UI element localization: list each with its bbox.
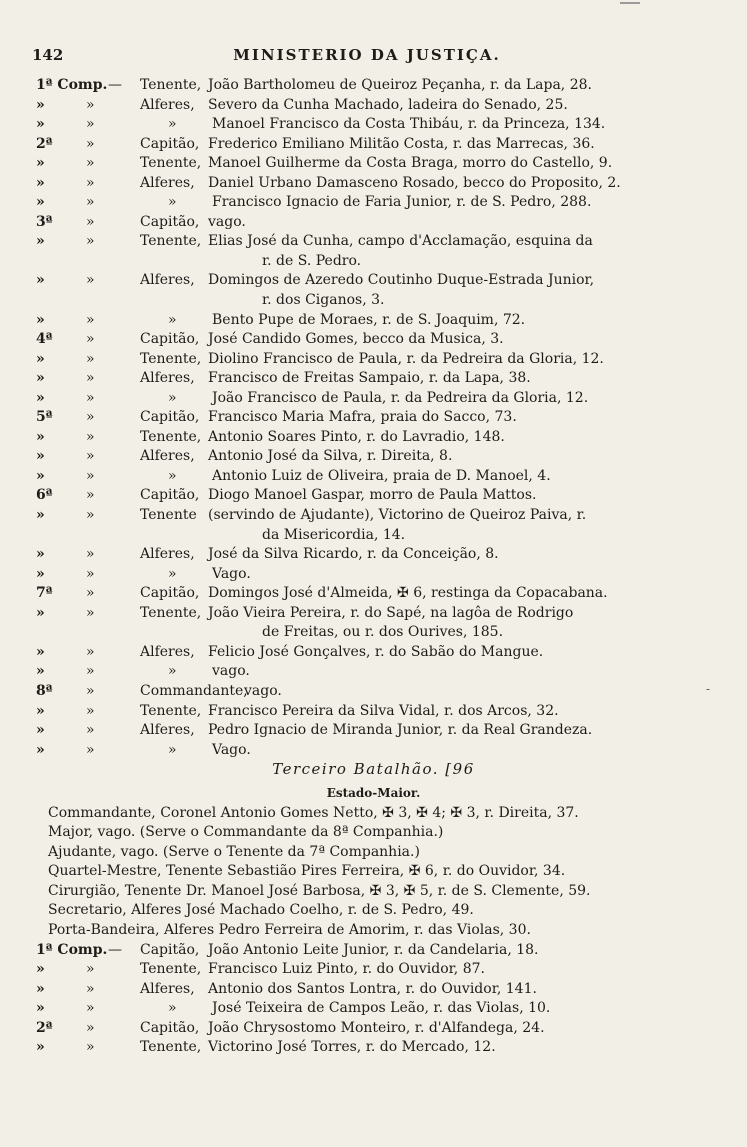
ditto-mark: » <box>86 565 95 582</box>
staff-row <box>0 804 747 824</box>
staff-entry: Major, vago. (Serve o Commandante da 8ª Companhia.) <box>48 824 444 841</box>
entry-text: Antonio José da Silva, r. Direita, 8. <box>208 448 453 465</box>
company-label: 1ª Comp. <box>36 941 108 958</box>
ditto-mark: » <box>86 961 95 978</box>
entry-text: Manoel Francisco da Costa Thibáu, r. da Princeza, 134. <box>212 116 606 133</box>
company-label: 3ª <box>36 213 53 230</box>
continuation-text: r. de S. Pedro. <box>262 252 362 269</box>
roster-row <box>0 96 747 116</box>
staff-row <box>0 882 747 902</box>
ditto-mark: » <box>86 194 95 211</box>
entry-text: (servindo de Ajudante), Victorino de Queiroz Paiva, r. <box>208 507 587 524</box>
rank-label: Capitão, <box>140 941 200 958</box>
entry-text: João Antonio Leite Junior, r. da Candelaria, 18. <box>208 941 539 958</box>
stray-mark: - <box>706 682 711 696</box>
rank-label: Capitão, <box>140 331 200 348</box>
ditto-mark: » <box>86 272 95 289</box>
company-label: 2ª <box>36 1019 53 1036</box>
rank-label: Tenente, <box>140 77 202 93</box>
entry-text: vago. <box>212 663 250 680</box>
rank-label: Alferes, <box>140 448 195 465</box>
ditto-mark: » <box>86 1019 95 1036</box>
company-label: » <box>36 233 45 250</box>
company-label: » <box>36 565 45 582</box>
entry-text: Severo da Cunha Machado, ladeira do Senado, 25. <box>208 96 568 113</box>
staff-entry: Cirurgião, Tenente Dr. Manoel José Barbosa, ✠ 3, ✠ 5, r. de S. Clemente, 59. <box>48 882 591 899</box>
section-subtitle: Estado-Maior. <box>326 786 421 801</box>
roster-row <box>0 447 747 467</box>
entry-text: José da Silva Ricardo, r. da Conceição, 8. <box>208 546 499 563</box>
rank-label: Tenente, <box>140 155 202 172</box>
ditto-mark: » <box>86 135 95 152</box>
staff-row <box>0 862 747 882</box>
roster-row <box>0 545 747 565</box>
page-number: 142 <box>32 46 64 64</box>
company-label: 4ª <box>36 331 53 348</box>
company-label: » <box>36 467 45 484</box>
rank-label: Tenente, <box>140 428 202 445</box>
ditto-mark: » <box>86 585 95 602</box>
section-title: Terceiro Batalhão. [96 <box>272 760 475 779</box>
entry-text: Francisco de Freitas Sampaio, r. da Lapa, 38. <box>208 370 531 387</box>
roster-row <box>0 174 747 194</box>
entry-text: Domingos de Azeredo Coutinho Duque-Estrada Junior, <box>208 272 595 289</box>
rank-label: » <box>168 311 177 328</box>
roster-row <box>0 682 747 702</box>
roster-row <box>0 389 747 409</box>
staff-entry: Commandante, Coronel Antonio Gomes Netto, ✠ 3, ✠ 4; ✠ 3, r. Direita, 37. <box>48 804 579 821</box>
staff-row <box>0 823 747 843</box>
ditto-mark: » <box>86 643 95 660</box>
continuation-text: r. dos Ciganos, 3. <box>262 292 385 309</box>
company-label: » <box>36 194 45 211</box>
company-label: » <box>36 96 45 113</box>
roster-row <box>0 408 747 428</box>
company-label: » <box>36 155 45 172</box>
company-label: » <box>36 741 45 758</box>
entry-text: José Candido Gomes, becco da Musica, 3. <box>208 331 504 348</box>
entry-text: vago. <box>244 682 282 699</box>
entry-text: Francisco Pereira da Silva Vidal, r. dos Arcos, 32. <box>208 702 559 719</box>
roster-row <box>0 662 747 682</box>
company-label: 7ª <box>36 585 53 602</box>
continuation-text: da Misericordia, 14. <box>262 526 406 543</box>
rank-label: Alferes, <box>140 980 195 997</box>
company-label: » <box>36 663 45 680</box>
ditto-mark: » <box>86 702 95 719</box>
entry-text: Frederico Emiliano Militão Costa, r. das Marrecas, 36. <box>208 135 595 152</box>
ditto-mark: » <box>86 741 95 758</box>
company-label: » <box>36 961 45 978</box>
section-heading <box>0 760 747 784</box>
roster-row <box>0 369 747 389</box>
roster-row <box>0 741 747 761</box>
company-label: » <box>36 722 45 739</box>
roster-row <box>0 1038 747 1058</box>
rank-label: Tenente, <box>140 604 202 621</box>
rank-label: » <box>168 663 177 680</box>
roster-row <box>0 115 747 135</box>
staff-entry: Secretario, Alferes José Machado Coelho, r. de S. Pedro, 49. <box>48 902 474 919</box>
entry-text: Pedro Ignacio de Miranda Junior, r. da Real Grandeza. <box>208 722 593 739</box>
ditto-mark: » <box>86 174 95 191</box>
text-body <box>0 76 747 1058</box>
rank-label: Commandante, <box>140 682 248 699</box>
ditto-mark: » <box>86 331 95 348</box>
company-label: » <box>36 980 45 997</box>
company-label: » <box>36 116 45 133</box>
ditto-mark: » <box>86 1000 95 1017</box>
ditto-mark: » <box>86 116 95 133</box>
roster-row <box>0 941 747 961</box>
ditto-mark: » <box>86 663 95 680</box>
rank-label: » <box>168 116 177 133</box>
rank-label: Tenente, <box>140 702 202 719</box>
roster-row <box>0 76 747 96</box>
ditto-mark: » <box>86 370 95 387</box>
roster-row <box>0 428 747 448</box>
running-header <box>32 44 702 66</box>
staff-entry: Ajudante, vago. (Serve o Tenente da 7ª Companhia.) <box>48 843 420 860</box>
entry-text: Antonio Luiz de Oliveira, praia de D. Manoel, 4. <box>212 467 551 484</box>
ditto-mark: » <box>86 1039 95 1056</box>
staff-entry: Porta-Bandeira, Alferes Pedro Ferreira de Amorim, r. das Violas, 30. <box>48 921 531 938</box>
rank-label: Capitão, <box>140 585 200 602</box>
roster-row <box>0 526 747 546</box>
company-label: 6ª <box>36 487 53 504</box>
rank-label: Tenente, <box>140 961 202 978</box>
roster-row <box>0 486 747 506</box>
page-edge-mark <box>620 2 640 4</box>
entry-text: João Francisco de Paula, r. da Pedreira da Gloria, 12. <box>212 389 589 406</box>
entry-text: Francisco Luiz Pinto, r. do Ouvidor, 87. <box>208 961 485 978</box>
roster-row <box>0 330 747 350</box>
ditto-mark: » <box>86 96 95 113</box>
ditto-mark: » <box>86 428 95 445</box>
roster-row <box>0 623 747 643</box>
roster-row <box>0 213 747 233</box>
roster-row <box>0 232 747 252</box>
roster-row <box>0 643 747 663</box>
roster-row <box>0 350 747 370</box>
ditto-mark: — <box>108 77 122 93</box>
entry-text: José Teixeira de Campos Leão, r. das Violas, 10. <box>212 1000 551 1017</box>
staff-row <box>0 843 747 863</box>
rank-label: » <box>168 389 177 406</box>
roster-row <box>0 980 747 1000</box>
entry-text: Bento Pupe de Moraes, r. de S. Joaquim, 72. <box>212 311 526 328</box>
entry-text: Diolino Francisco de Paula, r. da Pedreira da Gloria, 12. <box>208 350 604 367</box>
entry-text: Antonio dos Santos Lontra, r. do Ouvidor, 141. <box>208 980 537 997</box>
rank-label: » <box>168 194 177 211</box>
rank-label: Capitão, <box>140 487 200 504</box>
roster-row <box>0 721 747 741</box>
ditto-mark: » <box>86 467 95 484</box>
ditto-mark: » <box>86 155 95 172</box>
roster-row <box>0 467 747 487</box>
roster-row <box>0 291 747 311</box>
ditto-mark: » <box>86 722 95 739</box>
roster-row <box>0 135 747 155</box>
rank-label: Capitão, <box>140 213 200 230</box>
company-label: » <box>36 546 45 563</box>
rank-label: Alferes, <box>140 546 195 563</box>
entry-text: Diogo Manoel Gaspar, morro de Paula Mattos. <box>208 487 537 504</box>
rank-label: » <box>168 1000 177 1017</box>
company-label: 5ª <box>36 409 53 426</box>
ditto-mark: » <box>86 604 95 621</box>
company-label: » <box>36 350 45 367</box>
roster-row <box>0 960 747 980</box>
staff-entry: Quartel-Mestre, Tenente Sebastião Pires Ferreira, ✠ 6, r. do Ouvidor, 34. <box>48 863 566 880</box>
rank-label: » <box>168 741 177 758</box>
ditto-mark: » <box>86 546 95 563</box>
entry-text: João Bartholomeu de Queiroz Peçanha, r. da Lapa, 28. <box>208 77 592 93</box>
company-label: » <box>36 311 45 328</box>
company-label: » <box>36 507 45 524</box>
entry-text: Francisco Maria Mafra, praia do Sacco, 73. <box>208 409 517 426</box>
entry-text: Elias José da Cunha, campo d'Acclamação, esquina da <box>208 233 593 250</box>
rank-label: Tenente <box>140 507 197 524</box>
entry-text: Vago. <box>212 741 251 758</box>
ditto-mark: » <box>86 507 95 524</box>
roster-row <box>0 193 747 213</box>
ditto-mark: » <box>86 487 95 504</box>
rank-label: Alferes, <box>140 370 195 387</box>
company-label: 8ª <box>36 682 53 699</box>
company-label: 1ª Comp. <box>36 77 108 93</box>
ditto-mark: » <box>86 682 95 699</box>
entry-text: Victorino José Torres, r. do Mercado, 12. <box>208 1039 496 1056</box>
ditto-mark: » <box>86 448 95 465</box>
staff-row <box>0 921 747 941</box>
rank-label: Alferes, <box>140 96 195 113</box>
ditto-mark: » <box>86 311 95 328</box>
rank-label: Alferes, <box>140 174 195 191</box>
staff-row <box>0 901 747 921</box>
rank-label: Capitão, <box>140 135 200 152</box>
roster-row <box>0 271 747 291</box>
company-label: » <box>36 448 45 465</box>
company-label: » <box>36 428 45 445</box>
ditto-mark: » <box>86 233 95 250</box>
running-title: MINISTERIO DA JUSTIÇA. <box>233 46 501 64</box>
continuation-text: de Freitas, ou r. dos Ourives, 185. <box>262 624 504 641</box>
entry-text: Daniel Urbano Damasceno Rosado, becco do Proposito, 2. <box>208 174 621 191</box>
roster-row <box>0 154 747 174</box>
entry-text: Francisco Ignacio de Faria Junior, r. de S. Pedro, 288. <box>212 194 592 211</box>
entry-text: Manoel Guilherme da Costa Braga, morro do Castello, 9. <box>208 155 613 172</box>
roster-row <box>0 252 747 272</box>
company-label: » <box>36 389 45 406</box>
ditto-mark: » <box>86 350 95 367</box>
entry-text: Domingos José d'Almeida, ✠ 6, restinga da Copacabana. <box>208 585 608 602</box>
rank-label: Alferes, <box>140 272 195 289</box>
rank-label: » <box>168 467 177 484</box>
rank-label: Alferes, <box>140 722 195 739</box>
company-label: » <box>36 604 45 621</box>
roster-row <box>0 584 747 604</box>
company-label: » <box>36 1000 45 1017</box>
section-subheading <box>0 784 747 804</box>
entry-text: Felicio José Gonçalves, r. do Sabão do Mangue. <box>208 643 544 660</box>
company-label: » <box>36 702 45 719</box>
entry-text: Antonio Soares Pinto, r. do Lavradio, 148. <box>208 428 505 445</box>
rank-label: Alferes, <box>140 643 195 660</box>
ditto-mark: — <box>108 941 122 958</box>
company-label: » <box>36 370 45 387</box>
company-label: » <box>36 1039 45 1056</box>
company-label: » <box>36 272 45 289</box>
rank-label: » <box>168 565 177 582</box>
entry-text: Vago. <box>212 565 251 582</box>
entry-text: vago. <box>208 213 246 230</box>
company-label: 2ª <box>36 135 53 152</box>
roster-row <box>0 702 747 722</box>
rank-label: Capitão, <box>140 1019 200 1036</box>
roster-row <box>0 506 747 526</box>
company-label: » <box>36 643 45 660</box>
rank-label: Tenente, <box>140 1039 202 1056</box>
ditto-mark: » <box>86 389 95 406</box>
rank-label: Tenente, <box>140 233 202 250</box>
ditto-mark: » <box>86 409 95 426</box>
roster-row <box>0 1019 747 1039</box>
entry-text: João Vieira Pereira, r. do Sapé, na lagôa de Rodrigo <box>208 604 574 621</box>
roster-row <box>0 565 747 585</box>
rank-label: Tenente, <box>140 350 202 367</box>
entry-text: João Chrysostomo Monteiro, r. d'Alfandega, 24. <box>208 1019 545 1036</box>
ditto-mark: » <box>86 980 95 997</box>
roster-row <box>0 999 747 1019</box>
ditto-mark: » <box>86 213 95 230</box>
roster-row <box>0 604 747 624</box>
company-label: » <box>36 174 45 191</box>
roster-row <box>0 311 747 331</box>
rank-label: Capitão, <box>140 409 200 426</box>
